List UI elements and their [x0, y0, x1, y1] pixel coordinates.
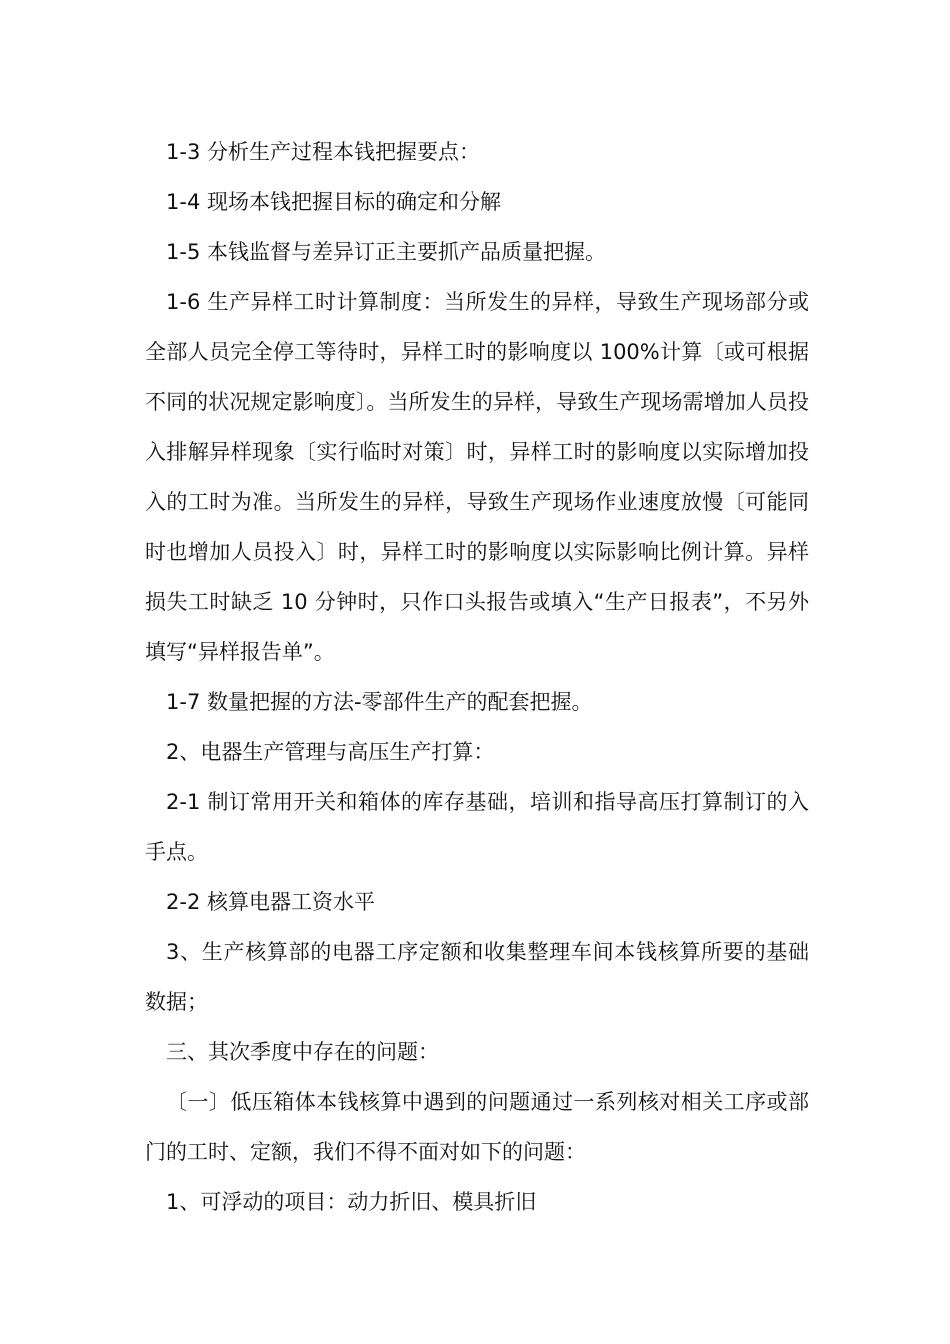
paragraph-1-4: 1-4 现场本钱把握目标的确定和分解 — [166, 190, 501, 214]
paragraph-item-1: 1、可浮动的项目：动力折旧、模具折旧 — [166, 1190, 537, 1214]
paragraph-1-3: 1-3 分析生产过程本钱把握要点： — [166, 140, 480, 164]
paragraph-2-2: 2-2 核算电器工资水平 — [166, 890, 375, 914]
paragraph-1-6: 1-6 生产异样工时计算制度：当所发生的异样，导致生产现场部分或全部人员完全停工等待时，异样工时的影响度以 100%计算〔或可根据不同的状况规定影响度〕。当所发生的异样，导致生产现场需增加人员投入排解异样现象〔实行临时对策〕时，异样工时的影响度以实际增加投入的工时为准。当所发生的异样，导致生产现场作业速度放慢〔可能同时也增加人员投入〕时，异样工时的影响度以实际影响比例计算。异样损失工时缺乏 10 分钟时，只作口头报告或填入“生产日报表”，不另外填写“异样报告单”。 — [145, 290, 809, 664]
section-heading-3: 三、其次季度中存在的问题： — [166, 1040, 439, 1064]
paragraph-1-5: 1-5 本钱监督与差异订正主要抓产品质量把握。 — [166, 240, 606, 264]
paragraph-2: 2、电器生产管理与高压生产打算： — [166, 740, 495, 764]
paragraph-1-7: 1-7 数量把握的方法-零部件生产的配套把握。 — [166, 690, 593, 714]
paragraph-3: 3、生产核算部的电器工序定额和收集整理车间本钱核算所要的基础数据； — [145, 940, 809, 1014]
paragraph-2-1: 2-1 制订常用开关和箱体的库存基础，培训和指导高压打算制订的入手点。 — [145, 790, 809, 864]
document-body — [145, 127, 809, 1227]
paragraph-subsection-1: 〔一〕低压箱体本钱核算中遇到的问题通过一系列核对相关工序或部门的工时、定额，我们不得不面对如下的问题： — [145, 1090, 809, 1164]
